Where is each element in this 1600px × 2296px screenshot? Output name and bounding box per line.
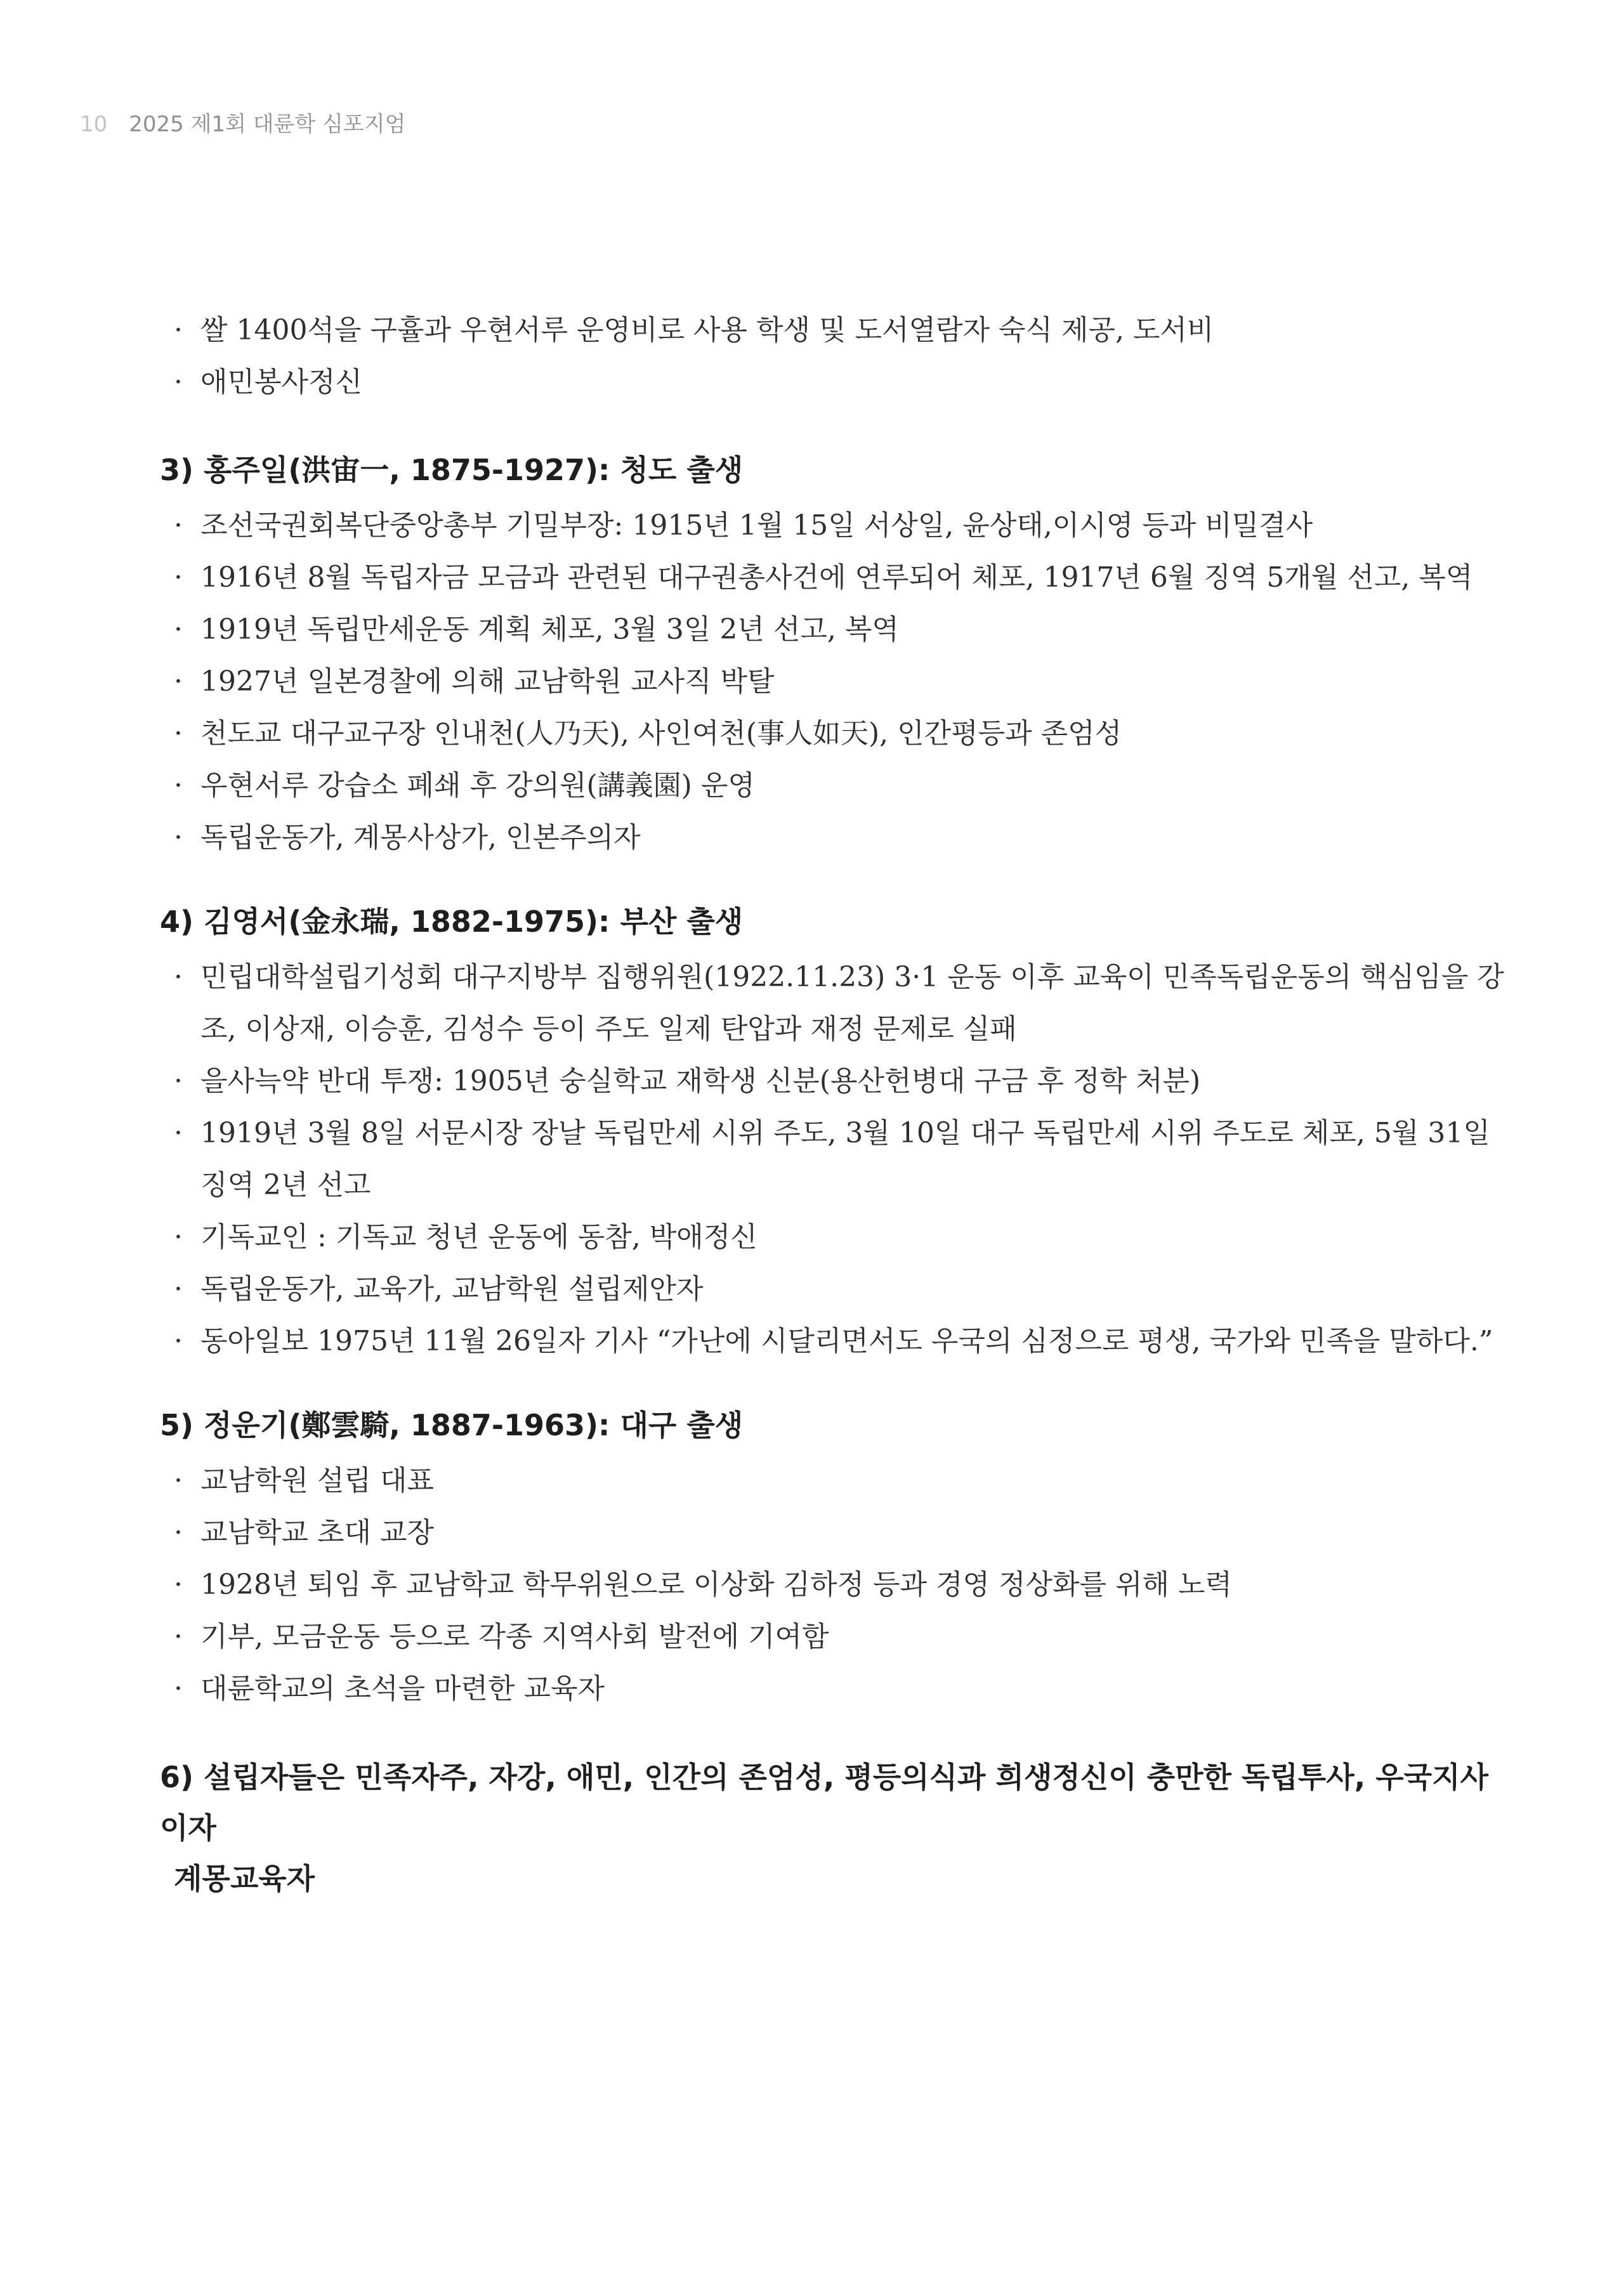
header-title: 2025 제1회 대륜학 심포지엄 — [129, 112, 406, 137]
list-item: · 기독교인 : 기독교 청년 운동에 동참, 박애정신 — [160, 1211, 1505, 1263]
list-item: · 민립대학설립기성회 대구지방부 집행위원(1922.11.23) 3·1 운동 이후 교육이 민족독립운동의 핵심임을 강조, 이상재, 이승훈, 김성수 등이 주도 일제 탄압과 재정 문제로 실패 — [160, 951, 1505, 1055]
section-list-hong-juil — [160, 500, 1505, 864]
intro-list — [160, 304, 1505, 408]
list-item: · 독립운동가, 교육가, 교남학원 설립제안자 — [160, 1263, 1505, 1315]
summary-line-1: 6) 설립자들은 민족자주, 자강, 애민, 인간의 존엄성, 평등의식과 희생정신이 충만한 독립투사, 우국지사이자 — [160, 1760, 1489, 1845]
list-item: · 천도교 대구교구장 인내천(人乃天), 사인여천(事人如天), 인간평등과 존엄성 — [160, 708, 1505, 760]
list-item: · 기부, 모금운동 등으로 각종 지역사회 발전에 기여함 — [160, 1611, 1505, 1663]
page-header — [80, 107, 405, 138]
list-item: · 1927년 일본경찰에 의해 교남학원 교사직 박탈 — [160, 656, 1505, 708]
list-item: · 애민봉사정신 — [160, 356, 1505, 408]
section-list-kim-youngseo — [160, 951, 1505, 1367]
list-item: · 1916년 8월 독립자금 모금과 관련된 대구권총사건에 연루되어 체포, 1917년 6월 징역 5개월 선고, 복역 — [160, 552, 1505, 604]
list-item: · 쌀 1400석을 구휼과 우현서루 운영비로 사용 학생 및 도서열람자 숙식 제공, 도서비 — [160, 304, 1505, 356]
section-title-founders-summary — [160, 1752, 1492, 1904]
list-item: · 우현서루 강습소 폐쇄 후 강의원(講義園) 운영 — [160, 760, 1505, 812]
section-title-jeong-ungi: 5) 정운기(鄭雲騎, 1887-1963): 대구 출생 — [160, 1408, 744, 1442]
list-item: · 교남학교 초대 교장 — [160, 1507, 1505, 1559]
summary-line-2: 계몽교육자 — [174, 1862, 315, 1896]
main-content — [160, 304, 1505, 1904]
section-list-jeong-ungi — [160, 1455, 1505, 1715]
list-item: · 조선국권회복단중앙총부 기밀부장: 1915년 1월 15일 서상일, 윤상태,이시영 등과 비밀결사 — [160, 500, 1505, 552]
list-item: · 독립운동가, 계몽사상가, 인본주의자 — [160, 812, 1505, 864]
list-item: · 을사늑약 반대 투쟁: 1905년 숭실학교 재학생 신분(용산헌병대 구금 후 정학 처분) — [160, 1055, 1505, 1107]
section-title-kim-youngseo: 4) 김영서(金永瑞, 1882-1975): 부산 출생 — [160, 904, 744, 939]
list-item: · 교남학원 설립 대표 — [160, 1455, 1505, 1507]
list-item: · 1928년 퇴임 후 교남학교 학무위원으로 이상화 김하정 등과 경영 정상화를 위해 노력 — [160, 1559, 1505, 1611]
page-number: 10 — [80, 112, 108, 137]
list-item: · 1919년 3월 8일 서문시장 장날 독립만세 시위 주도, 3월 10일 대구 독립만세 시위 주도로 체포, 5월 31일 징역 2년 선고 — [160, 1107, 1505, 1211]
list-item: · 동아일보 1975년 11월 26일자 기사 “가난에 시달리면서도 우국의 심정으로 평생, 국가와 민족을 말하다.” — [160, 1315, 1505, 1367]
list-item: · 1919년 독립만세운동 계획 체포, 3월 3일 2년 선고, 복역 — [160, 604, 1505, 656]
list-item: · 대륜학교의 초석을 마련한 교육자 — [160, 1663, 1505, 1715]
section-title-hong-juil: 3) 홍주일(洪宙一, 1875-1927): 청도 출생 — [160, 453, 744, 487]
